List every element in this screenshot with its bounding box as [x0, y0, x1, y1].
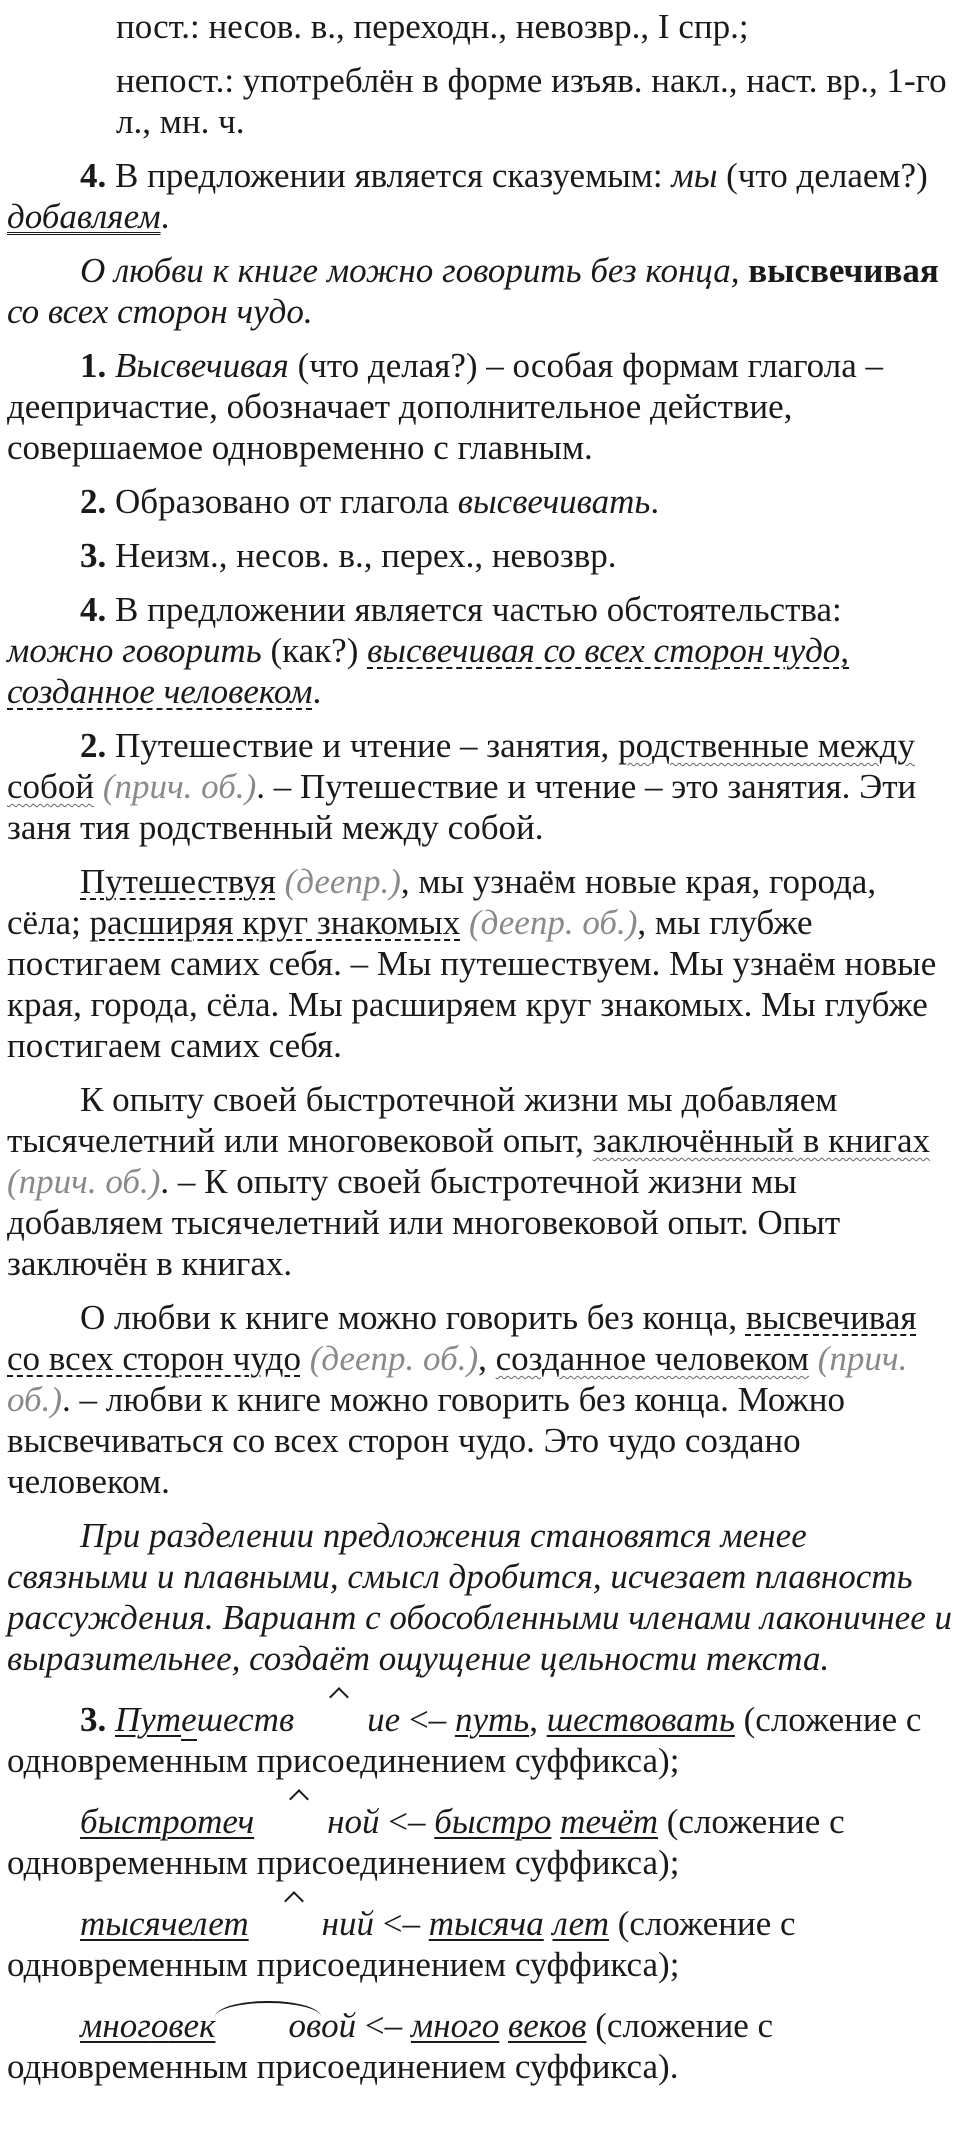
analysis-4: 4. В предложении является частью обстоятельства: можно говорить (как?) высвечивая со всех сторон чудо, созданное человеком.: [7, 590, 850, 711]
task3-word-4: многовек овой <– много веков (сложение с одновременным присоединением суффикса).: [7, 2006, 774, 2086]
analysis-3: 3. Неизм., несов. в., перех., невозвр.: [80, 536, 617, 575]
task2-sentence-2: Путешествуя (деепр.), мы узнаём новые края, города, сёла; расширяя круг знакомых (деепр. об.), мы глубже постигаем самих себя. – Мы путешествуем. Мы узнаём новые края, города, сёла. Мы расширяем круг знакомых. Мы глубже постигаем самих себя.: [7, 862, 937, 1065]
quote-highlight: высвечивая: [748, 251, 939, 290]
task2-sentence-1: 2. Путешествие и чтение – занятия, родственные между собой (прич. об.). – Путешествие и чтение – это занятия. Эти заня тия родственный между собой.: [7, 726, 917, 847]
suffix-mark: н: [254, 1801, 344, 1842]
nonpermanent-features: непост.: употреблён в форме изъяв. накл., наст. вр., 1-го л., мн. ч.: [116, 61, 947, 141]
item-number: 4.: [80, 156, 107, 195]
task3-word-2: быстротеч ной <– быстро течёт (сложение с одновременным присоединением суффикса);: [7, 1802, 845, 1882]
permanent-features: пост.: несов. в., переходн., невозвр., I спр.;: [116, 7, 749, 46]
suffix-mark: и: [294, 1699, 385, 1740]
participle-phrase: родственные между собой: [7, 726, 915, 806]
analysis-1: 1. Высвечивая (что делая?) – особая формам глагола – деепричастие, обозначает дополнительное действие, совершаемое одновременно с главным.: [7, 346, 883, 467]
task2-sentence-3: К опыту своей быстротечной жизни мы добавляем тысячелетний или многовековой опыт, заключённый в книгах (прич. об.). – К опыту своей быстротечной жизни мы добавляем тысячелетний или многовековой опыт. Опыт заключён в книгах.: [7, 1080, 930, 1283]
adverbial-phrase: высвечивая со всех сторон чудо, созданное человеком: [7, 631, 850, 711]
subject: мы: [671, 156, 718, 195]
suffix-mark: н: [249, 1903, 339, 1944]
task2-sentence-4: О любви к книге можно говорить без конца, высвечивая со всех сторон чудо (деепр. об.), созданное человеком (прич. об.). – любви к книге можно говорить без конца. Можно высвечиваться со всех сторон чудо. Это чудо создано человеком.: [7, 1298, 917, 1501]
task3-word-3: тысячелет ний <– тысяча лет (сложение с одновременным присоединением суффикса);: [7, 1904, 796, 1984]
task2-conclusion: При разделении предложения становятся менее связными и плавными, смысл дробится, исчезает плавность рассуждения. Вариант с обособленными членами лаконичнее и выразительнее, создаёт ощущение цельности текста.: [7, 1516, 952, 1678]
analysis-2: 2. Образовано от глагола высвечивать.: [80, 482, 660, 521]
item-4-predicate: 4. В предложении является сказуемым: мы (что делаем?) добавляем.: [7, 156, 928, 236]
task3-word-1: 3. Путешеств ие <– путь, шествовать (сложение с одновременным присоединением суффикса);: [7, 1700, 922, 1780]
predicate: добавляем: [7, 197, 161, 236]
suffix-mark: ов: [215, 2005, 321, 2046]
quote-sentence: О любви к книге можно говорить без конца, высвечивая со всех сторон чудо.: [7, 251, 939, 331]
